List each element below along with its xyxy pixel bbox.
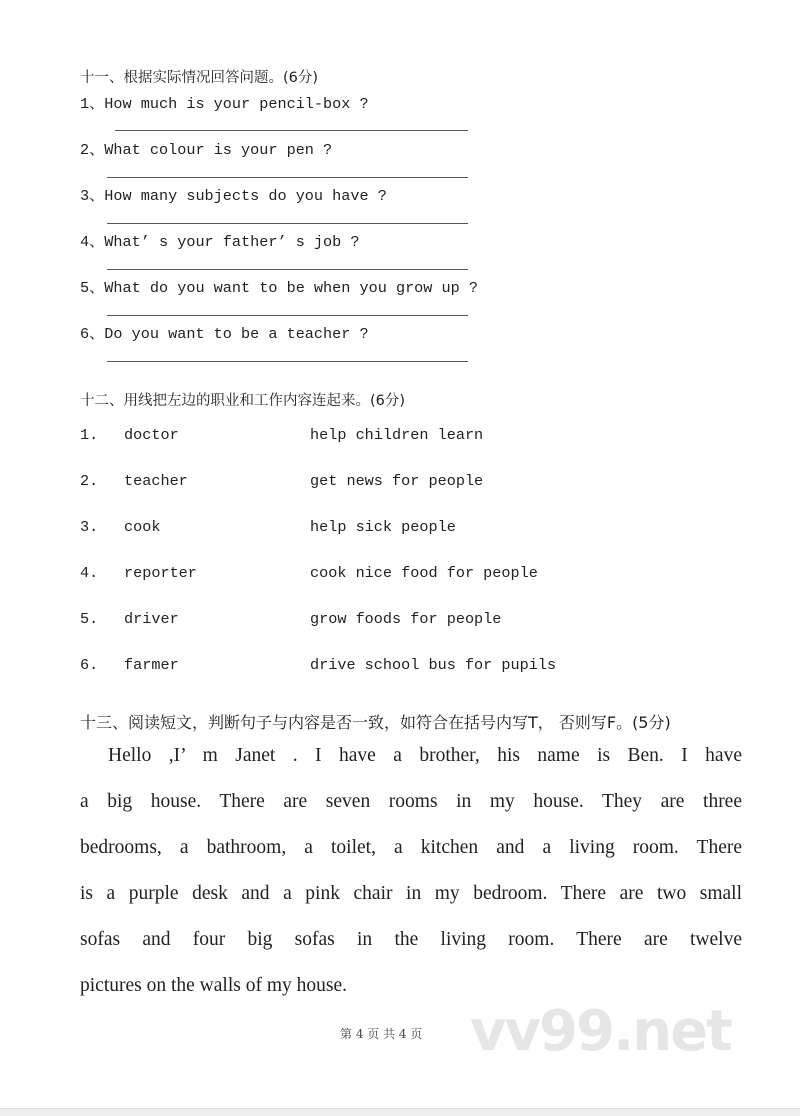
- match-row: [0, 610, 800, 630]
- passage-line: bedrooms, a bathroom, a toilet, a kitchen and a living room. There: [80, 837, 742, 858]
- row-number: 1.: [80, 426, 99, 444]
- job: cook: [124, 518, 161, 536]
- watermark: vv99.net: [470, 999, 731, 1064]
- passage-line: is a purple desk and a pink chair in my bedroom. There are two small: [80, 883, 742, 904]
- answer-line-6[interactable]: [107, 361, 468, 362]
- question-6: 6、Do you want to be a teacher ?: [80, 325, 369, 343]
- match-row: [0, 426, 800, 446]
- job: teacher: [124, 472, 188, 490]
- job-description: cook nice food for people: [310, 564, 538, 582]
- answer-line-1[interactable]: [115, 130, 468, 131]
- job: doctor: [124, 426, 179, 444]
- question-5: 5、What do you want to be when you grow up ?: [80, 279, 478, 297]
- passage-line: pictures on the walls of my house.: [80, 975, 347, 996]
- match-row: [0, 564, 800, 584]
- row-number: 4.: [80, 564, 99, 582]
- match-row: [0, 656, 800, 676]
- answer-line-3[interactable]: [107, 223, 468, 224]
- match-row: [0, 472, 800, 492]
- match-row: [0, 518, 800, 538]
- section-11-heading: 十一、根据实际情况回答问题。(6分): [80, 70, 319, 86]
- answer-line-2[interactable]: [107, 177, 468, 178]
- answer-line-4[interactable]: [107, 269, 468, 270]
- job-description: drive school bus for pupils: [310, 656, 557, 674]
- page-bottom-edge: [0, 1108, 800, 1116]
- passage-line: sofas and four big sofas in the living room. There are twelve: [80, 929, 742, 950]
- job: farmer: [124, 656, 179, 674]
- job-description: grow foods for people: [310, 610, 502, 628]
- question-3: 3、How many subjects do you have ?: [80, 187, 387, 205]
- section-13-heading: 十三、阅读短文，判断句子与内容是否一致，如符合在括号内写T， 否则写F。(5分): [80, 713, 671, 732]
- question-1: 1、How much is your pencil-box ?: [80, 95, 369, 113]
- passage-line: a big house. There are seven rooms in my house. They are three: [80, 791, 742, 812]
- job-description: help sick people: [310, 518, 456, 536]
- job: driver: [124, 610, 179, 628]
- answer-line-5[interactable]: [107, 315, 468, 316]
- page-number: 第 4 页 共 4 页: [340, 1027, 423, 1041]
- row-number: 3.: [80, 518, 99, 536]
- job: reporter: [124, 564, 197, 582]
- passage-line: Hello ,I’ m Janet . I have a brother, his name is Ben. I have: [108, 745, 742, 766]
- row-number: 2.: [80, 472, 99, 490]
- job-description: help children learn: [310, 426, 484, 444]
- question-4: 4、What’ s your father’ s job ?: [80, 233, 360, 251]
- section-12-heading: 十二、用线把左边的职业和工作内容连起来。(6分): [80, 393, 406, 409]
- job-description: get news for people: [310, 472, 484, 490]
- row-number: 5.: [80, 610, 99, 628]
- row-number: 6.: [80, 656, 99, 674]
- question-2: 2、What colour is your pen ?: [80, 141, 333, 159]
